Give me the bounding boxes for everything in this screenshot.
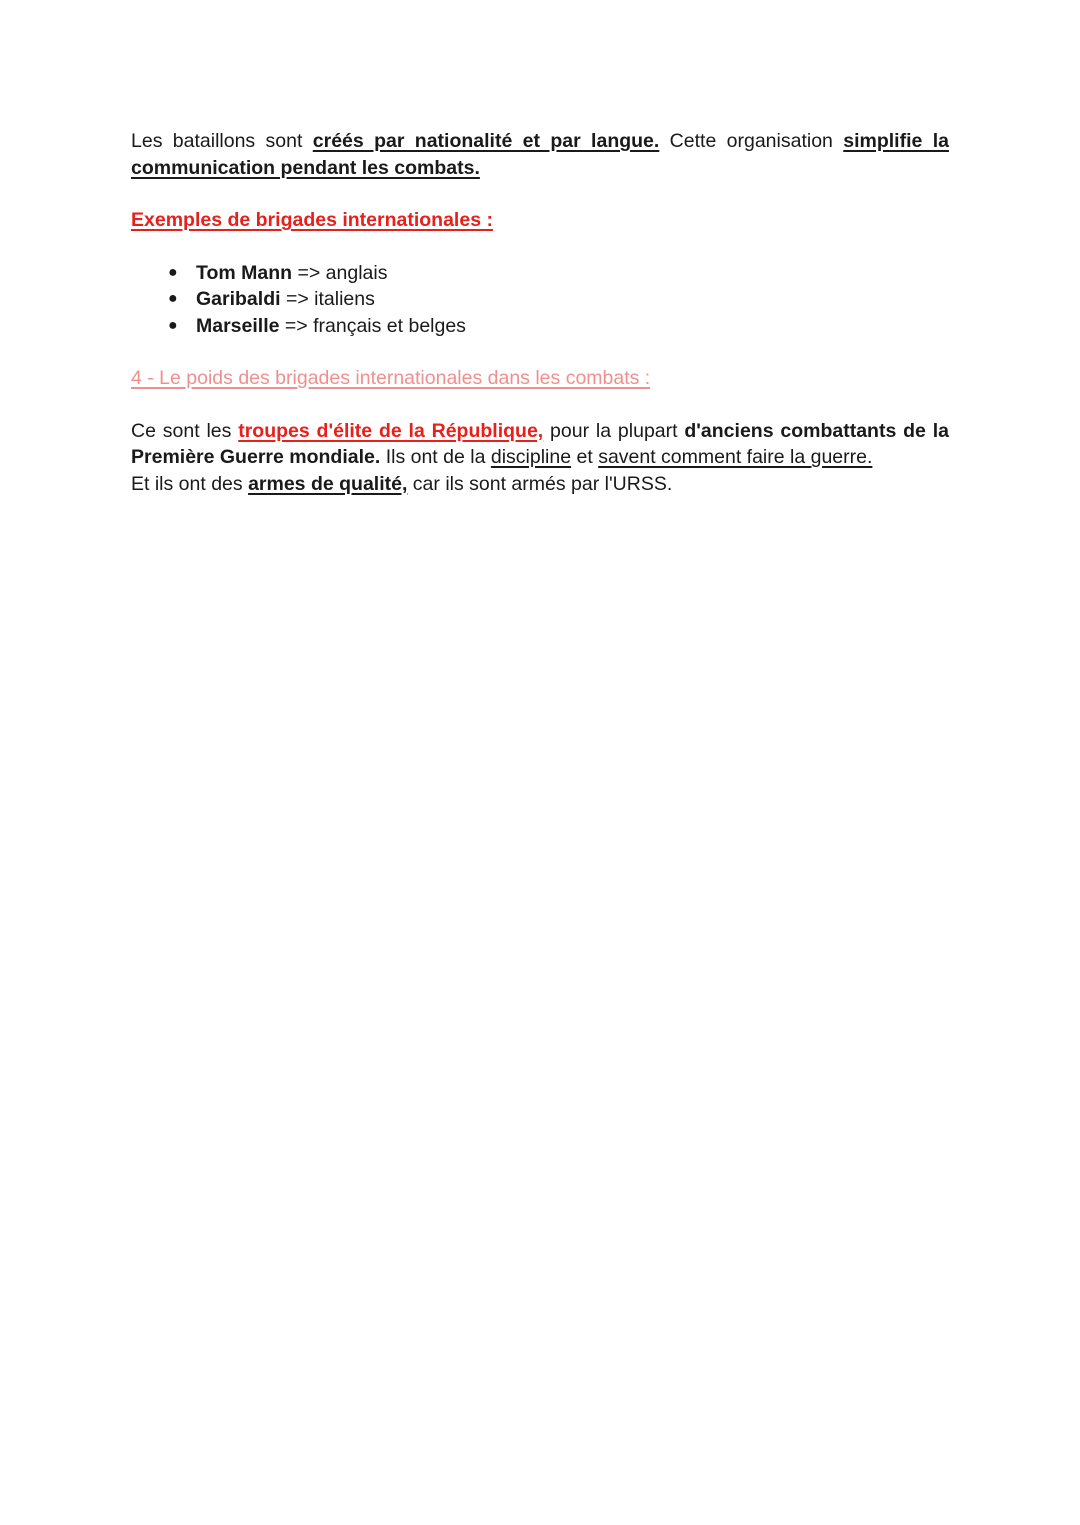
brigade-nationality: anglais (325, 261, 388, 284)
section-4-paragraph-line-2 (131, 444, 949, 471)
elite-troops-emphasis: troupes d'élite de la République, (238, 419, 544, 442)
section-4-heading-text: 4 - Le poids des brigades internationales dans les combats : (131, 367, 651, 389)
bullet-icon: ● (168, 316, 178, 334)
section-4-text: Ils ont de la (380, 446, 491, 468)
document-page (131, 128, 949, 497)
brigade-nationality: italiens (314, 288, 375, 310)
brigades-list (131, 260, 949, 340)
section-4-paragraph-line-3 (131, 471, 949, 498)
brigade-nationality: français et belges (313, 314, 466, 337)
list-item (131, 260, 949, 287)
section-4-text: Ce sont les (131, 419, 239, 442)
bullet-icon: ● (168, 263, 178, 281)
list-item (131, 313, 949, 340)
brigade-arrow: => (279, 314, 314, 337)
ww1-emphasis: Première Guerre mondiale. (131, 446, 381, 468)
section-4-text: et (571, 446, 599, 468)
section-4-text: Et ils ont des (131, 472, 249, 495)
bullet-icon: ● (168, 290, 178, 307)
veterans-emphasis: d'anciens combattants de la (684, 419, 949, 442)
brigade-arrow: => (292, 261, 326, 284)
section-4-text: pour la plupart (543, 419, 685, 442)
intro-text: Les bataillons sont (131, 130, 313, 152)
brigade-name: Garibaldi (196, 288, 281, 310)
intro-emphasis-simplify: simplifie la (843, 130, 949, 152)
discipline-underline: discipline (490, 446, 572, 468)
section-4-paragraph-line-1 (131, 418, 949, 445)
section-4-text: car ils sont armés par l'URSS. (407, 472, 673, 495)
intro-paragraph-line-2 (131, 155, 949, 182)
examples-heading-text: Exemples de brigades internationales : (131, 209, 493, 231)
list-item (131, 286, 949, 313)
examples-heading (131, 207, 949, 234)
section-4-heading (131, 365, 949, 392)
brigade-name: Tom Mann (196, 261, 293, 284)
war-knowhow-underline: savent comment faire la guerre. (598, 446, 873, 468)
intro-emphasis-communication: communication pendant les combats. (131, 156, 480, 179)
intro-paragraph-line-1 (131, 128, 949, 155)
quality-weapons-emphasis: armes de qualité, (248, 472, 408, 495)
brigade-name: Marseille (196, 314, 280, 337)
intro-emphasis-nationality: créés par nationalité et par langue. (312, 130, 660, 152)
brigade-arrow: => (280, 288, 315, 310)
intro-text: Cette organisation (659, 130, 844, 152)
